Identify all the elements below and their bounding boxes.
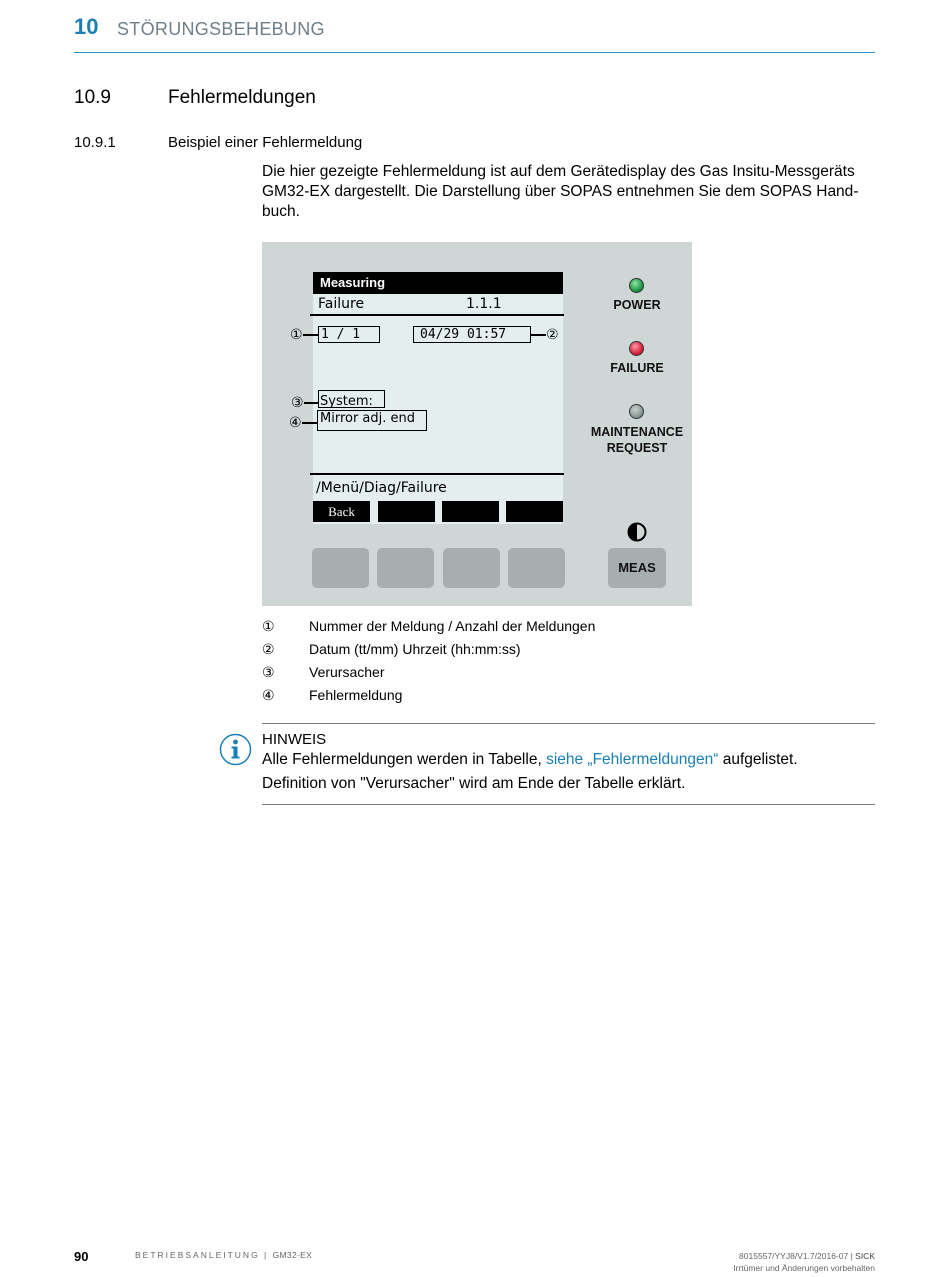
callout-leader-2 — [531, 334, 546, 336]
page-number: 90 — [74, 1249, 89, 1264]
hint-line-1-text: Alle Fehlermeldungen werden in Tabelle, — [262, 751, 547, 768]
legend-marker-3: ③ — [262, 664, 275, 680]
callout-leader-3 — [304, 402, 318, 404]
hint-title: HINWEIS — [262, 731, 327, 748]
legend-text-3: Verursacher — [309, 664, 385, 680]
section-title: Fehlermeldungen — [168, 87, 316, 108]
screen-status-code: 1.1.1 — [466, 296, 502, 312]
info-icon — [219, 733, 252, 766]
legend-text-1: Nummer der Meldung / Anzahl der Meldungen — [309, 618, 596, 634]
softkey-3 — [442, 501, 499, 522]
date-time-box: 04/29 01:57 — [413, 326, 531, 343]
softkey-4 — [506, 501, 563, 522]
callout-leader-1 — [303, 334, 318, 336]
power-led-label: POWER — [613, 298, 661, 312]
section-number: 10.9 — [74, 87, 111, 108]
footer-right — [733, 1250, 875, 1274]
power-led-icon — [629, 278, 644, 293]
message-count-box: 1 / 1 — [318, 326, 380, 343]
screen-divider — [310, 314, 564, 316]
legend-text-4: Fehlermeldung — [309, 687, 403, 703]
hint-top-rule — [262, 723, 875, 724]
fehlermeldungen-link[interactable]: siehe „Fehlermeldungen“ — [546, 751, 719, 768]
legend-marker-2: ② — [262, 641, 275, 657]
callout-marker-2: ② — [546, 327, 559, 343]
subsection-title: Beispiel einer Fehlermeldung — [168, 134, 363, 151]
softkey-back: Back — [313, 501, 370, 522]
callout-marker-3: ③ — [291, 395, 304, 411]
maintenance-led-label: MAINTENANCE REQUEST — [590, 425, 684, 455]
footer-brand: SICK — [855, 1251, 875, 1261]
hint-line-1 — [262, 751, 798, 769]
hardware-button-1 — [312, 548, 369, 588]
hardware-button-3 — [443, 548, 500, 588]
menu-path: /Menü/Diag/Failure — [316, 480, 447, 496]
hardware-button-4 — [508, 548, 565, 588]
message-box: Mirror adj. end — [317, 410, 427, 431]
softkey-2 — [378, 501, 435, 522]
hardware-button-2 — [377, 548, 434, 588]
source-box: System: — [318, 390, 385, 408]
chapter-number: 10 — [74, 14, 99, 39]
chapter-title: STÖRUNGSBEHEBUNG — [117, 19, 325, 39]
footer-doc-id-line — [733, 1250, 875, 1262]
callout-marker-4: ④ — [289, 415, 302, 431]
intro-paragraph: Die hier gezeigte Fehlermeldung ist auf dem Gerätedisplay des Gas Insitu-Messgeräts GM32-EX dargestellt. Die Darstellung über SOPAS entnehmen Sie dem SOPAS Handbuch. — [262, 163, 859, 220]
hint-line-1-end: aufgelistet. — [718, 751, 798, 768]
screen-divider-bottom — [310, 473, 564, 475]
footer-doc-type: BETRIEBSANLEITUNG | — [135, 1250, 273, 1260]
callout-leader-4 — [302, 422, 317, 424]
footer-disclaimer: Irrtümer und Änderungen vorbehalten — [733, 1263, 875, 1273]
screen-status-label: Failure — [318, 296, 365, 312]
footer-product: GM32-EX — [272, 1250, 313, 1260]
contrast-icon — [627, 522, 647, 542]
meas-button: MEAS — [608, 548, 666, 588]
legend-marker-1: ① — [262, 618, 275, 634]
failure-led-label: FAILURE — [610, 361, 664, 375]
failure-led-icon — [629, 341, 644, 356]
hint-bottom-rule — [262, 804, 875, 805]
legend-marker-4: ④ — [262, 687, 275, 703]
callout-marker-1: ① — [290, 327, 303, 343]
footer-doc-title — [135, 1250, 312, 1260]
footer-doc-id: 8015557/YYJ8/V1.7/2016-07 | — [739, 1251, 856, 1261]
maintenance-led-icon — [629, 404, 644, 419]
screen-title: Measuring — [313, 272, 563, 294]
header-divider — [74, 52, 875, 53]
hint-line-2: Definition von "Verursacher" wird am Ende der Tabelle erklärt. — [262, 775, 686, 792]
subsection-number: 10.9.1 — [74, 134, 116, 151]
legend-text-2: Datum (tt/mm) Uhrzeit (hh:mm:ss) — [309, 641, 521, 657]
